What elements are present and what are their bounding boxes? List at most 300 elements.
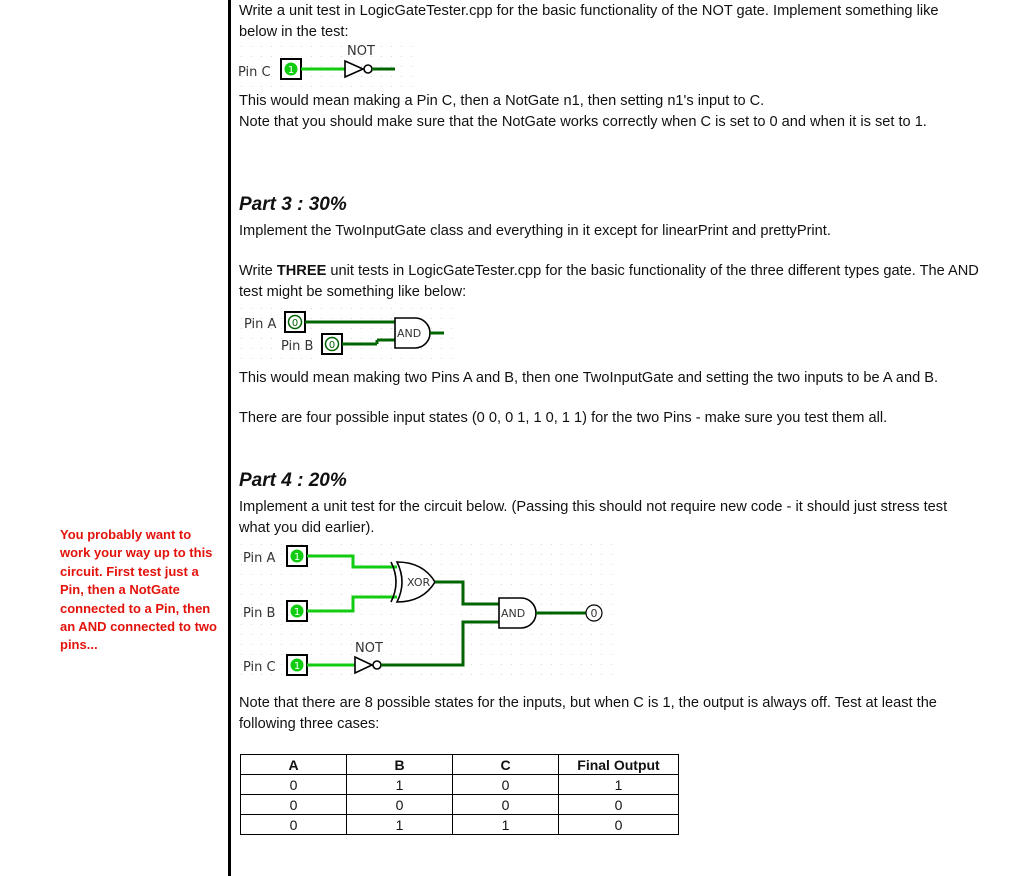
grid-dot bbox=[441, 674, 442, 675]
grid-dot bbox=[431, 634, 432, 635]
grid-dot bbox=[561, 594, 562, 595]
grid-dot bbox=[601, 594, 602, 595]
grid-dot bbox=[331, 634, 332, 635]
grid-dot bbox=[321, 328, 322, 329]
grid-dot bbox=[241, 86, 242, 87]
grid-dot bbox=[281, 614, 282, 615]
grid-dot bbox=[371, 358, 372, 359]
grid-dot bbox=[361, 338, 362, 339]
grid-dot bbox=[281, 654, 282, 655]
grid-dot bbox=[341, 328, 342, 329]
grid-dot bbox=[271, 76, 272, 77]
grid-dot bbox=[371, 624, 372, 625]
grid-dot bbox=[351, 644, 352, 645]
grid-dot bbox=[551, 654, 552, 655]
grid-dot bbox=[431, 654, 432, 655]
grid-dot bbox=[301, 544, 302, 545]
grid-dot bbox=[361, 624, 362, 625]
truth-table bbox=[240, 754, 679, 835]
grid-dot bbox=[531, 634, 532, 635]
grid-dot bbox=[381, 348, 382, 349]
grid-dot bbox=[251, 56, 252, 57]
grid-dot bbox=[251, 624, 252, 625]
grid-dot bbox=[241, 654, 242, 655]
grid-dot bbox=[241, 624, 242, 625]
grid-dot bbox=[281, 564, 282, 565]
grid-dot bbox=[581, 584, 582, 585]
grid-dot bbox=[601, 574, 602, 575]
grid-dot bbox=[431, 554, 432, 555]
grid-dot bbox=[441, 574, 442, 575]
grid-dot bbox=[391, 554, 392, 555]
grid-dot bbox=[471, 564, 472, 565]
grid-dot bbox=[381, 554, 382, 555]
grid-dot bbox=[541, 574, 542, 575]
grid-dot bbox=[241, 614, 242, 615]
grid-dot bbox=[441, 644, 442, 645]
grid-dot bbox=[311, 86, 312, 87]
grid-dot bbox=[241, 318, 242, 319]
grid-dot bbox=[281, 308, 282, 309]
grid-dot bbox=[321, 594, 322, 595]
grid-dot bbox=[401, 614, 402, 615]
grid-dot bbox=[381, 574, 382, 575]
grid-dot bbox=[551, 644, 552, 645]
grid-dot bbox=[251, 348, 252, 349]
grid-dot bbox=[451, 674, 452, 675]
grid-dot bbox=[341, 574, 342, 575]
grid-dot bbox=[401, 674, 402, 675]
circuit-diagram bbox=[237, 540, 617, 680]
grid-dot bbox=[551, 544, 552, 545]
grid-dot bbox=[271, 644, 272, 645]
grid-dot bbox=[431, 338, 432, 339]
grid-dot bbox=[351, 328, 352, 329]
grid-dot bbox=[411, 624, 412, 625]
grid-dot bbox=[271, 544, 272, 545]
grid-dot bbox=[521, 554, 522, 555]
grid-dot bbox=[511, 674, 512, 675]
grid-dot bbox=[321, 584, 322, 585]
circuit-pin-c-label: Pin C bbox=[243, 660, 276, 675]
grid-dot bbox=[451, 338, 452, 339]
grid-dot bbox=[351, 634, 352, 635]
grid-dot bbox=[481, 544, 482, 545]
table-cell: 0 bbox=[241, 775, 347, 795]
grid-dot bbox=[261, 654, 262, 655]
grid-dot bbox=[601, 654, 602, 655]
not-diagram bbox=[237, 42, 417, 88]
grid-dot bbox=[511, 564, 512, 565]
grid-dot bbox=[571, 654, 572, 655]
grid-dot bbox=[531, 654, 532, 655]
grid-dot bbox=[381, 604, 382, 605]
grid-dot bbox=[281, 644, 282, 645]
grid-dot bbox=[581, 624, 582, 625]
grid-dot bbox=[361, 328, 362, 329]
grid-dot bbox=[541, 584, 542, 585]
grid-dot bbox=[281, 318, 282, 319]
grid-dot bbox=[311, 328, 312, 329]
part3-explain-1: This would mean making two Pins A and B, then one TwoInputGate and setting the two inputs to be A and B. bbox=[239, 370, 939, 386]
grid-dot bbox=[461, 544, 462, 545]
grid-dot bbox=[391, 574, 392, 575]
table-row bbox=[241, 775, 679, 795]
grid-dot bbox=[571, 634, 572, 635]
grid-dot bbox=[481, 624, 482, 625]
grid-dot bbox=[301, 56, 302, 57]
grid-dot bbox=[331, 56, 332, 57]
grid-dot bbox=[341, 66, 342, 67]
grid-dot bbox=[331, 86, 332, 87]
grid-dot bbox=[601, 604, 602, 605]
grid-dot bbox=[311, 614, 312, 615]
grid-dot bbox=[291, 358, 292, 359]
grid-dot bbox=[571, 564, 572, 565]
grid-dot bbox=[401, 544, 402, 545]
grid-dot bbox=[601, 544, 602, 545]
grid-dot bbox=[401, 76, 402, 77]
grid-dot bbox=[411, 308, 412, 309]
grid-dot bbox=[611, 634, 612, 635]
grid-dot bbox=[451, 644, 452, 645]
grid-dot bbox=[321, 544, 322, 545]
grid-dot bbox=[331, 76, 332, 77]
grid-dot bbox=[421, 614, 422, 615]
grid-dot bbox=[321, 86, 322, 87]
grid-dot bbox=[391, 604, 392, 605]
grid-dot bbox=[431, 574, 432, 575]
grid-dot bbox=[501, 674, 502, 675]
grid-dot bbox=[281, 624, 282, 625]
grid-dot bbox=[451, 654, 452, 655]
grid-dot bbox=[601, 554, 602, 555]
grid-dot bbox=[301, 86, 302, 87]
grid-dot bbox=[571, 674, 572, 675]
grid-dot bbox=[311, 604, 312, 605]
grid-dot bbox=[451, 574, 452, 575]
grid-dot bbox=[601, 644, 602, 645]
grid-dot bbox=[441, 624, 442, 625]
grid-dot bbox=[601, 664, 602, 665]
grid-dot bbox=[551, 634, 552, 635]
grid-dot bbox=[361, 594, 362, 595]
grid-dot bbox=[591, 584, 592, 585]
grid-dot bbox=[351, 594, 352, 595]
table-cell: 0 bbox=[559, 795, 679, 815]
grid-dot bbox=[271, 634, 272, 635]
grid-dot bbox=[451, 308, 452, 309]
grid-dot bbox=[361, 614, 362, 615]
grid-dot bbox=[491, 564, 492, 565]
grid-dot bbox=[351, 624, 352, 625]
grid-dot bbox=[591, 654, 592, 655]
grid-dot bbox=[331, 358, 332, 359]
grid-dot bbox=[241, 634, 242, 635]
grid-dot bbox=[371, 308, 372, 309]
grid-dot bbox=[321, 644, 322, 645]
part4-heading: Part 4 : 20% bbox=[239, 470, 347, 491]
grid-dot bbox=[291, 308, 292, 309]
grid-dot bbox=[531, 574, 532, 575]
part3-line1: Implement the TwoInputGate class and everything in it except for linearPrint and prettyPrint. bbox=[239, 223, 831, 239]
grid-dot bbox=[421, 604, 422, 605]
grid-dot bbox=[411, 76, 412, 77]
grid-dot bbox=[311, 358, 312, 359]
grid-dot bbox=[261, 308, 262, 309]
grid-dot bbox=[421, 624, 422, 625]
grid-dot bbox=[371, 86, 372, 87]
grid-dot bbox=[251, 594, 252, 595]
circuit-and-label: AND bbox=[501, 607, 526, 620]
grid-dot bbox=[521, 544, 522, 545]
grid-dot bbox=[391, 56, 392, 57]
grid-dot bbox=[311, 634, 312, 635]
grid-dot bbox=[251, 654, 252, 655]
circuit-output-value: 0 bbox=[590, 607, 598, 620]
grid-dot bbox=[301, 634, 302, 635]
grid-dot bbox=[401, 86, 402, 87]
grid-dot bbox=[311, 544, 312, 545]
grid-dot bbox=[321, 318, 322, 319]
grid-dot bbox=[471, 634, 472, 635]
grid-dot bbox=[321, 358, 322, 359]
grid-dot bbox=[461, 674, 462, 675]
grid-dot bbox=[391, 76, 392, 77]
grid-dot bbox=[361, 544, 362, 545]
grid-dot bbox=[331, 544, 332, 545]
grid-dot bbox=[591, 544, 592, 545]
grid-dot bbox=[581, 654, 582, 655]
part3-line2-bold: THREE bbox=[276, 263, 327, 279]
grid-dot bbox=[351, 674, 352, 675]
grid-dot bbox=[281, 358, 282, 359]
grid-dot bbox=[331, 624, 332, 625]
grid-dot bbox=[341, 318, 342, 319]
grid-dot bbox=[311, 308, 312, 309]
grid-dot bbox=[471, 624, 472, 625]
grid-dot bbox=[491, 664, 492, 665]
grid-dot bbox=[471, 544, 472, 545]
grid-dot bbox=[311, 584, 312, 585]
grid-dot bbox=[491, 634, 492, 635]
grid-dot bbox=[331, 614, 332, 615]
grid-dot bbox=[421, 358, 422, 359]
grid-dot bbox=[301, 574, 302, 575]
grid-dot bbox=[451, 554, 452, 555]
grid-dot bbox=[431, 614, 432, 615]
circuit-pin-c-value: 1 bbox=[293, 661, 301, 672]
grid-dot bbox=[281, 46, 282, 47]
grid-dot bbox=[421, 564, 422, 565]
grid-dot bbox=[601, 584, 602, 585]
grid-dot bbox=[501, 594, 502, 595]
circuit-not-triangle bbox=[355, 657, 372, 673]
truth-header-output: Final Output bbox=[559, 755, 679, 775]
grid-dot bbox=[381, 358, 382, 359]
grid-dot bbox=[491, 674, 492, 675]
grid-dot bbox=[351, 338, 352, 339]
grid-dot bbox=[571, 594, 572, 595]
grid-dot bbox=[491, 554, 492, 555]
grid-dot bbox=[511, 554, 512, 555]
grid-dot bbox=[391, 544, 392, 545]
grid-dot bbox=[441, 634, 442, 635]
grid-dot bbox=[261, 86, 262, 87]
grid-dot bbox=[311, 574, 312, 575]
grid-dot bbox=[481, 584, 482, 585]
grid-dot bbox=[401, 634, 402, 635]
vertical-margin-rule bbox=[228, 0, 231, 876]
grid-dot bbox=[431, 604, 432, 605]
grid-dot bbox=[261, 544, 262, 545]
grid-dot bbox=[331, 594, 332, 595]
grid-dot bbox=[271, 358, 272, 359]
grid-dot bbox=[241, 564, 242, 565]
grid-dot bbox=[431, 348, 432, 349]
circuit-pin-a-label: Pin A bbox=[243, 551, 276, 566]
grid-dot bbox=[351, 348, 352, 349]
grid-dot bbox=[451, 544, 452, 545]
grid-dot bbox=[241, 604, 242, 605]
grid-dot bbox=[311, 674, 312, 675]
grid-dot bbox=[361, 348, 362, 349]
truth-table-header-row bbox=[241, 755, 679, 775]
grid-dot bbox=[361, 76, 362, 77]
grid-dot bbox=[241, 348, 242, 349]
grid-dot bbox=[531, 554, 532, 555]
grid-dot bbox=[331, 584, 332, 585]
grid-dot bbox=[441, 604, 442, 605]
grid-dot bbox=[281, 328, 282, 329]
grid-dot bbox=[261, 604, 262, 605]
table-cell: 0 bbox=[453, 795, 559, 815]
grid-dot bbox=[441, 348, 442, 349]
grid-dot bbox=[291, 46, 292, 47]
grid-dot bbox=[401, 604, 402, 605]
and-diagram bbox=[237, 304, 457, 360]
grid-dot bbox=[591, 594, 592, 595]
grid-dot bbox=[241, 644, 242, 645]
grid-dot bbox=[361, 358, 362, 359]
grid-dot bbox=[381, 46, 382, 47]
table-cell: 0 bbox=[559, 815, 679, 835]
grid-dot bbox=[561, 574, 562, 575]
grid-dot bbox=[361, 86, 362, 87]
grid-dot bbox=[481, 614, 482, 615]
grid-dot bbox=[361, 634, 362, 635]
grid-dot bbox=[581, 664, 582, 665]
grid-dot bbox=[411, 634, 412, 635]
grid-dot bbox=[561, 604, 562, 605]
grid-dot bbox=[351, 86, 352, 87]
grid-dot bbox=[251, 338, 252, 339]
grid-dot bbox=[411, 46, 412, 47]
grid-dot bbox=[501, 634, 502, 635]
grid-dot bbox=[261, 644, 262, 645]
grid-dot bbox=[341, 674, 342, 675]
grid-dot bbox=[591, 574, 592, 575]
part3-line2-prefix: Write bbox=[239, 263, 277, 279]
grid-dot bbox=[361, 308, 362, 309]
grid-dot bbox=[271, 308, 272, 309]
grid-dot bbox=[461, 574, 462, 575]
grid-dot bbox=[251, 358, 252, 359]
grid-dot bbox=[421, 308, 422, 309]
and-gate-label: AND bbox=[397, 327, 422, 340]
grid-dot bbox=[541, 664, 542, 665]
grid-dot bbox=[351, 584, 352, 585]
grid-dot bbox=[471, 664, 472, 665]
grid-dot bbox=[601, 624, 602, 625]
grid-dot bbox=[241, 358, 242, 359]
grid-dot bbox=[401, 308, 402, 309]
grid-dot bbox=[421, 674, 422, 675]
grid-dot bbox=[271, 66, 272, 67]
grid-dot bbox=[451, 348, 452, 349]
grid-dot bbox=[381, 318, 382, 319]
grid-dot bbox=[561, 674, 562, 675]
grid-dot bbox=[391, 66, 392, 67]
grid-dot bbox=[541, 624, 542, 625]
grid-dot bbox=[351, 654, 352, 655]
grid-dot bbox=[261, 338, 262, 339]
grid-dot bbox=[441, 564, 442, 565]
grid-dot bbox=[461, 564, 462, 565]
grid-dot bbox=[411, 56, 412, 57]
grid-dot bbox=[371, 564, 372, 565]
not-pin-value: 1 bbox=[287, 65, 295, 76]
grid-dot bbox=[511, 654, 512, 655]
grid-dot bbox=[241, 554, 242, 555]
grid-dot bbox=[581, 594, 582, 595]
grid-dot bbox=[381, 584, 382, 585]
grid-dot bbox=[471, 574, 472, 575]
grid-dot bbox=[481, 594, 482, 595]
grid-dot bbox=[301, 624, 302, 625]
grid-dot bbox=[331, 308, 332, 309]
grid-dot bbox=[611, 554, 612, 555]
grid-dot bbox=[351, 574, 352, 575]
grid-dot bbox=[331, 328, 332, 329]
and-pin-b-label: Pin B bbox=[281, 339, 314, 354]
grid-dot bbox=[541, 674, 542, 675]
grid-dot bbox=[331, 318, 332, 319]
grid-dot bbox=[381, 544, 382, 545]
grid-dot bbox=[351, 544, 352, 545]
grid-dot bbox=[581, 634, 582, 635]
grid-dot bbox=[241, 56, 242, 57]
grid-dot bbox=[451, 614, 452, 615]
grid-dot bbox=[481, 634, 482, 635]
table-row bbox=[241, 795, 679, 815]
grid-dot bbox=[561, 624, 562, 625]
table-cell: 1 bbox=[559, 775, 679, 795]
grid-dot bbox=[381, 624, 382, 625]
and-pin-a-value: 0 bbox=[291, 318, 299, 329]
grid-dot bbox=[421, 654, 422, 655]
grid-dot bbox=[411, 614, 412, 615]
grid-dot bbox=[511, 634, 512, 635]
grid-dot bbox=[271, 46, 272, 47]
grid-dot bbox=[551, 594, 552, 595]
grid-dot bbox=[441, 594, 442, 595]
grid-dot bbox=[451, 604, 452, 605]
grid-dot bbox=[381, 56, 382, 57]
grid-dot bbox=[591, 554, 592, 555]
grid-dot bbox=[571, 574, 572, 575]
grid-dot bbox=[551, 604, 552, 605]
